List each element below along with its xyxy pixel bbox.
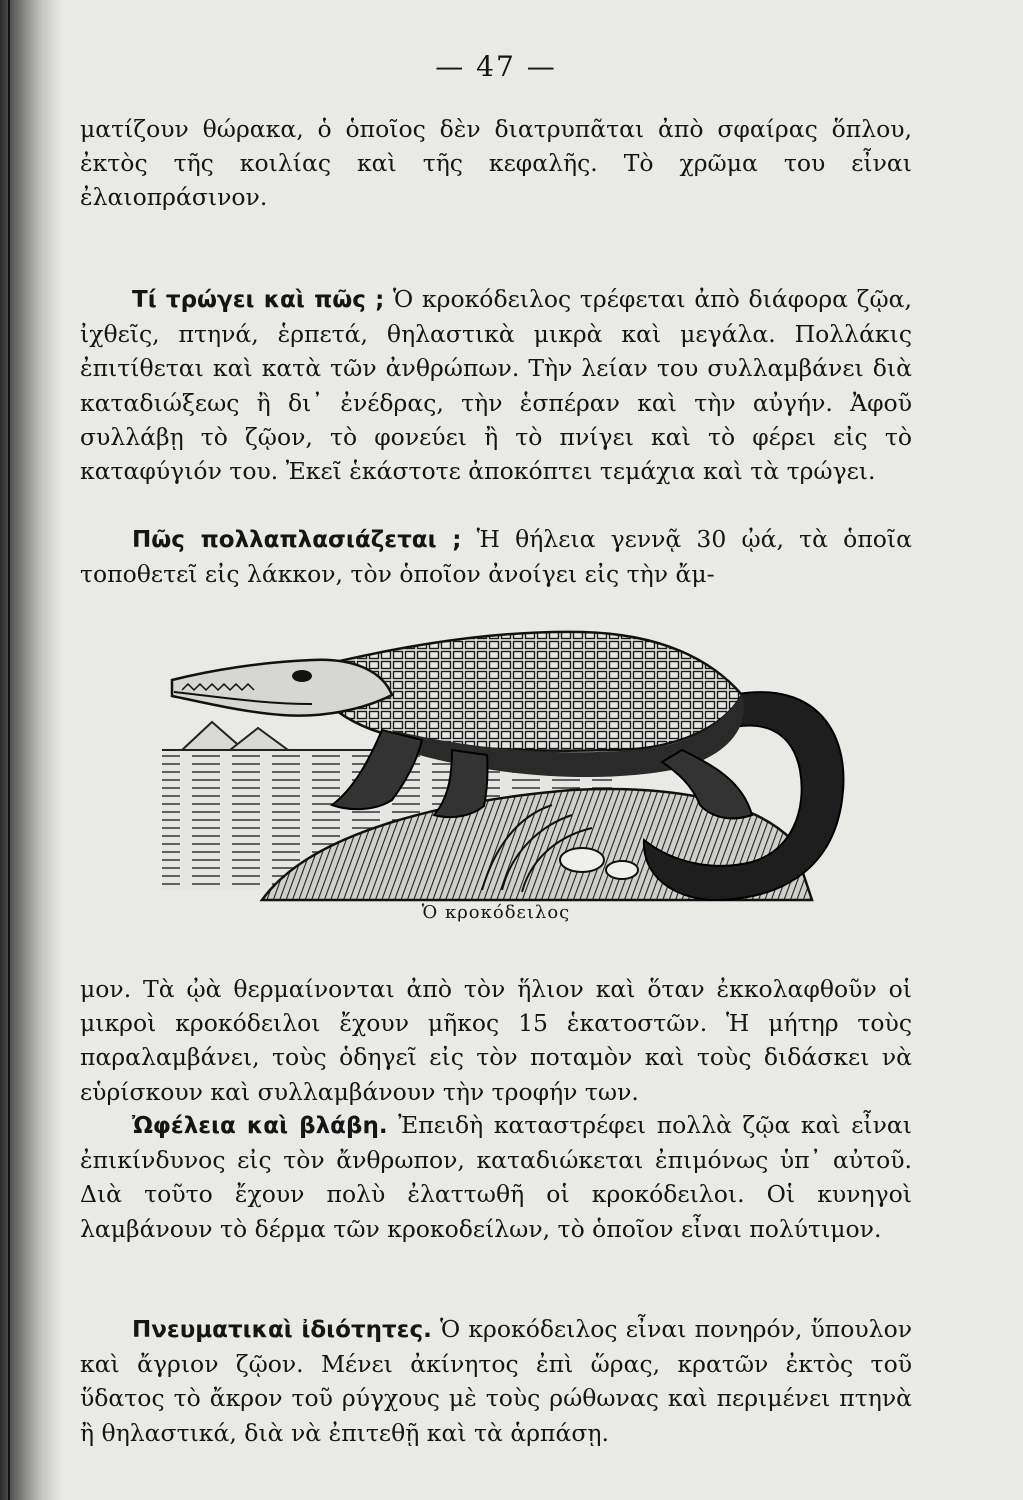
paragraph-benefit-harm — [80, 1108, 912, 1246]
heading-benefit-harm: Ὠφέλεια καὶ βλάβη. — [132, 1113, 388, 1139]
heading-diet: Τί τρώγει καὶ πῶς ; — [132, 287, 385, 313]
paragraph-reproduction — [80, 522, 912, 591]
paragraph-armor: ματίζουν θώρακα, ὁ ὁποῖος δὲν διατρυπᾶται ἀπὸ σφαίρας ὅπλου, ἐκτὸς τῆς κοιλίας καὶ τῆς κεφαλῆς. Τὸ χρῶμα του εἶναι ἐλαιοπράσινον. — [80, 115, 912, 212]
binding-edge — [8, 0, 10, 1500]
heading-reproduction: Πῶς πολλαπλασιάζεται ; — [132, 527, 462, 553]
stone — [606, 861, 638, 879]
heading-mental-traits: Πνευματικαὶ ἰδιότητες. — [132, 1317, 432, 1343]
paragraph-hatching: μον. Τὰ ᾠὰ θερμαίνονται ἀπὸ τὸν ἥλιον καὶ ὅταν ἐκκολαφθοῦν οἱ μικροὶ κροκόδειλοι ἔχουν μῆκος 15 ἑκατοστῶν. Ἡ μήτηρ τοὺς παραλαμβάνει, τοὺς ὁδηγεῖ εἰς τὸν ποταμὸν καὶ τοὺς διδάσκει νὰ εὑρίσκουν καὶ συλλαμβάνουν τὴν τροφήν των. — [80, 975, 912, 1106]
paragraph-mental-traits-text: Ὁ κροκόδειλος εἶναι πονηρόν, ὕπουλον καὶ ἄγριον ζῷον. Μένει ἀκίνητος ἐπὶ ὥρας, κρατῶν ἐκτὸς τοῦ ὕδατος τὸ ἄκρον τοῦ ρύγχους μὲ τοὺς ρώθωνας καὶ περιμένει πτηνὰ ἢ θηλαστικά, διὰ νὰ ἐπιτεθῇ καὶ τὰ ἁρπάσῃ. — [80, 1315, 912, 1447]
figure-caption: Ὁ κροκόδειλος — [421, 902, 571, 923]
book-page — [80, 50, 912, 1490]
crocodile-illustration — [152, 600, 872, 940]
stone — [560, 848, 604, 872]
page-number: — 47 — — [435, 50, 557, 83]
paragraph-mental-traits — [80, 1312, 912, 1450]
paragraph-diet-text: Ὁ κροκόδειλος τρέφεται ἀπὸ διάφορα ζῷα, ἰχθεῖς, πτηνά, ἑρπετά, θηλαστικὰ μικρὰ καὶ μεγάλα. Πολλάκις ἐπιτίθεται καὶ κατὰ τῶν ἀνθρώπων. Τὴν λείαν του συλλαμβάνει διὰ καταδιώξεως ἢ δι᾿ ἐνέδρας, τὴν ἑσπέραν καὶ τὴν αὐγήν. Ἀφοῦ συλλάβῃ τὸ ζῷον, τὸ φονεύει ἢ τὸ πνίγει καὶ τὸ φέρει εἰς τὸ καταφύγιόν του. Ἐκεῖ ἑκάστοτε ἀποκόπτει τεμάχια καὶ τὰ τρώγει. — [80, 285, 912, 486]
crocodile-head — [172, 660, 392, 716]
crocodile-eye — [292, 670, 312, 682]
paragraph-benefit-harm-text: Ἐπειδὴ καταστρέφει πολλὰ ζῷα καὶ εἶναι ἐπικίνδυνος εἰς τὸν ἄνθρωπον, καταδιώκεται ἐπιμόνως ὑπ᾿ αὐτοῦ. Διὰ τοῦτο ἔχουν πολὺ ἐλαττωθῆ οἱ κροκόδειλοι. Οἱ κυνηγοὶ λαμβάνουν τὸ δέρμα τῶν κροκοδείλων, τὸ ὁποῖον εἶναι πολύτιμον. — [80, 1111, 913, 1243]
paragraph-reproduction-text: Ἡ θήλεια γεννᾷ 30 ᾠά, τὰ ὁποῖα τοποθετεῖ εἰς λάκκον, τὸν ὁποῖον ἀνοίγει εἰς τὴν ἄμ- — [80, 525, 912, 589]
paragraph-diet — [80, 282, 912, 488]
pyramid-right — [230, 728, 288, 750]
